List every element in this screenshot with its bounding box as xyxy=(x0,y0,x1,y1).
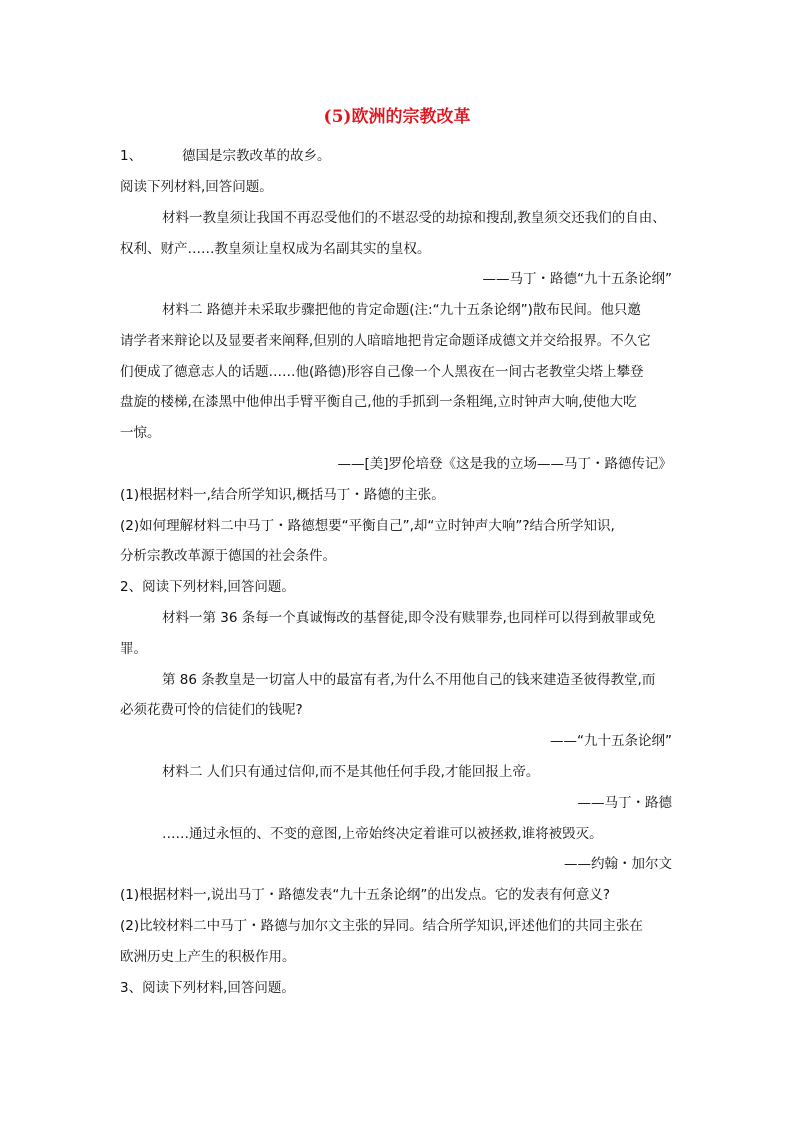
q2-material2-source-calvin: ——约翰・加尔文 xyxy=(564,856,672,872)
q1-material2-line: 请学者来辩论以及显要者来阐释,但别的人暗暗地把肯定命题译成德文并交给报界。不久它 xyxy=(120,333,651,349)
q2-subquestion-1: (1)根据材料一,说出马丁・路德发表“九十五条论纲”的出发点。它的发表有何意义? xyxy=(120,887,611,903)
q2-subquestion-2-cont: 欧洲历史上产生的积极作用。 xyxy=(120,949,296,965)
question-2-heading: 2、阅读下列材料,回答问题。 xyxy=(120,579,295,595)
page-title: (5)欧洲的宗教改革 xyxy=(323,107,471,127)
q2-material1-line: 第 86 条教皇是一切富人中的最富有者,为什么不用他自己的钱来建造圣彼得教堂,而 xyxy=(162,672,656,688)
q2-material1-source: ——“九十五条论纲” xyxy=(550,733,672,749)
q2-material2-line: 材料二 人们只有通过信仰,而不是其他任何手段,才能回报上帝。 xyxy=(162,764,540,780)
q2-material1-line: 材料一第 36 条每一个真诚悔改的基督徒,即令没有赎罪券,也同样可以得到赦罪或免 xyxy=(162,610,656,626)
q2-material2-source-luther: ——马丁・路德 xyxy=(577,795,672,811)
q1-material1-source: ——马丁・路德“九十五条论纲” xyxy=(482,271,672,287)
q1-material2-line: 一惊。 xyxy=(120,425,161,441)
q1-subquestion-1: (1)根据材料一,结合所学知识,概括马丁・路德的主张。 xyxy=(120,487,445,503)
q2-material1-line: 罪。 xyxy=(120,641,147,657)
question-1-instruction: 阅读下列材料,回答问题。 xyxy=(120,179,273,195)
q2-material2-line: ……通过永恒的、不变的意图,上帝始终决定着谁可以被拯救,谁将被毁灭。 xyxy=(162,826,603,842)
q2-material1-line: 必须花费可怜的信徒们的钱呢? xyxy=(120,702,303,718)
q1-material1-line: 材料一教皇须让我国不再忍受他们的不堪忍受的劫掠和搜刮,教皇须交还我们的自由、 xyxy=(162,210,666,226)
q1-material2-line: 盘旋的楼梯,在漆黑中他伸出手臂平衡自己,他的手抓到一条粗绳,立时钟声大响,使他大吃 xyxy=(120,394,637,410)
q1-material1-line: 权利、财产……教皇须让皇权成为名副其实的皇权。 xyxy=(120,241,431,257)
q1-material2-line: 们便成了德意志人的话题……他(路德)形容自己像一个人黑夜在一间古老教堂尖塔上攀登 xyxy=(120,364,644,380)
q1-material2-line: 材料二 路德并未采取步骤把他的肯定命题(注:“九十五条论纲”)散布民间。他只邀 xyxy=(162,302,641,318)
question-1-number: 1、 xyxy=(120,148,143,164)
q2-subquestion-2: (2)比较材料二中马丁・路德与加尔文主张的异同。结合所学知识,评述他们的共同主张在 xyxy=(120,918,643,934)
q1-material2-source: ——[美]罗伦培登《这是我的立场——马丁・路德传记》 xyxy=(337,456,672,472)
q1-subquestion-2: (2)如何理解材料二中马丁・路德想要“平衡自己”,却“立时钟声大响”?结合所学知识, xyxy=(120,518,615,534)
question-1-heading: 德国是宗教改革的故乡。 xyxy=(182,148,331,164)
question-3-heading: 3、阅读下列材料,回答问题。 xyxy=(120,980,295,996)
q1-subquestion-2-cont: 分析宗教改革源于德国的社会条件。 xyxy=(120,548,336,564)
